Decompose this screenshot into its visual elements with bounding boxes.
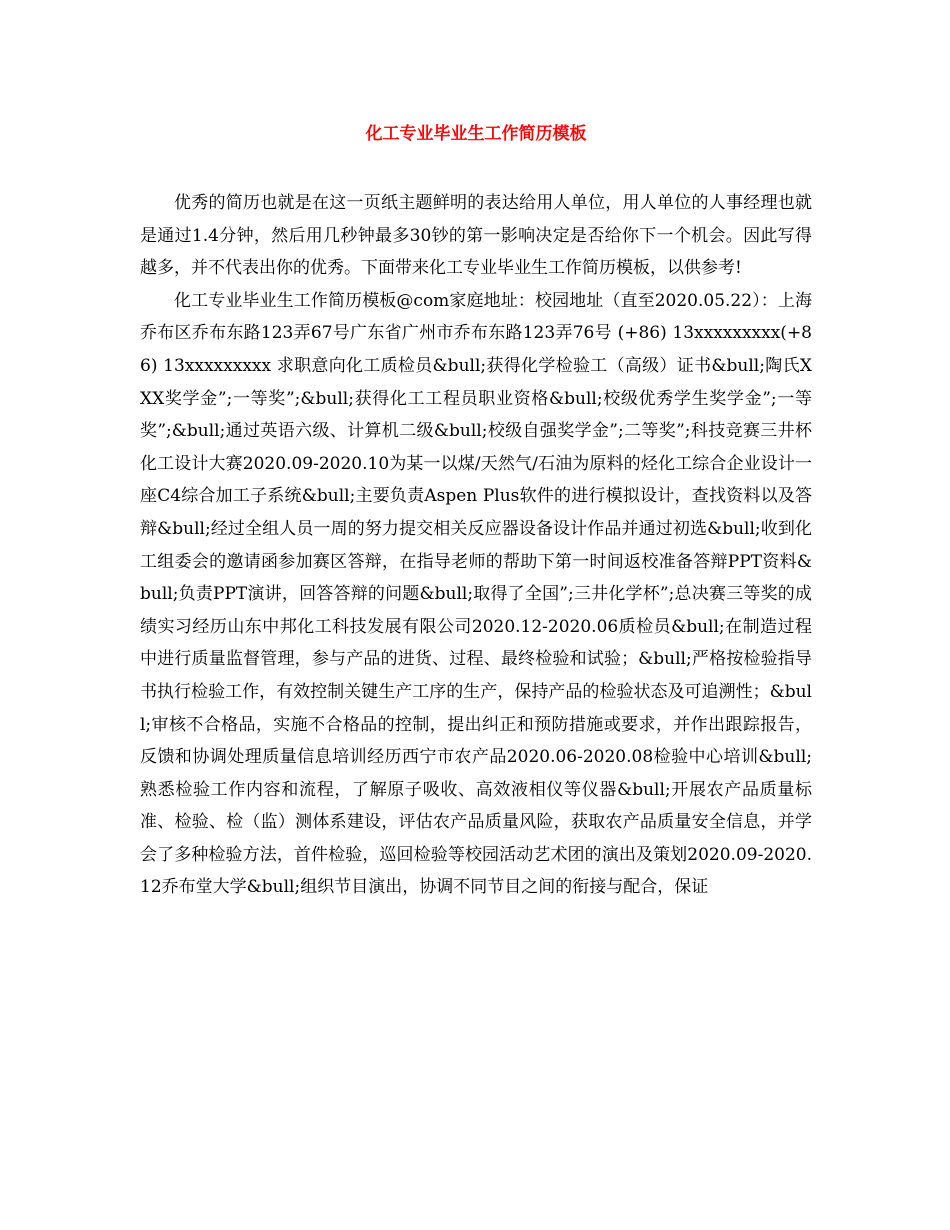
document-body <box>140 187 812 904</box>
resume-paragraph: 化工专业毕业生工作简历模板@com家庭地址：校园地址（直至2020.05.22）：上海乔布区乔布东路123弄67号广东省广州市乔布东路123弄76号 (+86) 13xxxxxxxxx(+86) 13xxxxxxxxx 求职意向化工质检员&bull;获得化学检验工（高级）证书&bull;陶氏XXX奖学金”;一等奖”;&bull;获得化工工程员职业资格&bull;校级优秀学生奖学金”;一等奖”;&bull;通过英语六级、计算机二级&bull;校级自强奖学金”;二等奖”;科技竞赛三井杯化工设计大赛2020.09-2020.10为某一以煤/天然气/石油为原料的烃化工综合企业设计一座C4综合加工子系统&bull;主要负责Aspen Plus软件的进行模拟设计，查找资料以及答辩&bull;经过全组人员一周的努力提交相关反应器设备设计作品并通过初选&bull;收到化工组委会的邀请函参加赛区答辩，在指导老师的帮助下第一时间返校准备答辩PPT资料&bull;负责PPT演讲，回答答辩的问题&bull;取得了全国”;三井化学杯”;总决赛三等奖的成绩实习经历山东中邦化工科技发展有限公司2020.12-2020.06质检员&bull;在制造过程中进行质量监督管理，参与产品的进货、过程、最终检验和试验；&bull;严格按检验指导书执行检验工作，有效控制关键生产工序的生产，保持产品的检验状态及可追溯性；&bull;审核不合格品，实施不合格品的控制，提出纠正和预防措施或要求，并作出跟踪报告，反馈和协调处理质量信息培训经历西宁市农产品2020.06-2020.08检验中心培训&bull;熟悉检验工作内容和流程，了解原子吸收、高效液相仪等仪器&bull;开展农产品质量标准、检验、检（监）测体系建设，评估农产品质量风险，获取农产品质量安全信息，并学会了多种检验方法，首件检验，巡回检验等校园活动艺术团的演出及策划2020.09-2020.12乔布堂大学&bull;组织节目演出，协调不同节目之间的衔接与配合，保证 <box>140 290 812 898</box>
document-title: 化工专业毕业生工作简历模板 <box>365 124 587 144</box>
document-page <box>140 0 812 1230</box>
intro-paragraph: 优秀的简历也就是在这一页纸主题鲜明的表达给用人单位，用人单位的人事经理也就是通过1.4分钟，然后用几秒钟最多30钞的第一影响决定是否给你下一个机会。因此写得越多，并不代表出你的优秀。下面带来化工专业毕业生工作简历模板，以供参考! <box>140 193 812 279</box>
